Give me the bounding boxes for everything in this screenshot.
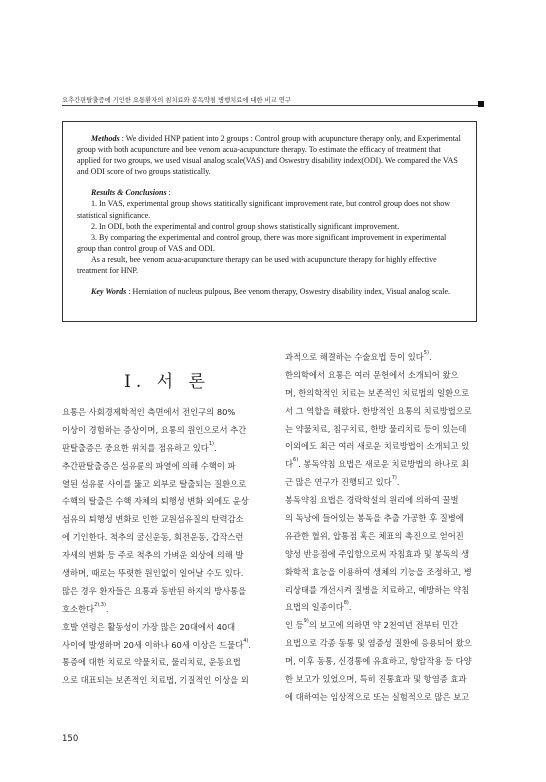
body-text-line bbox=[62, 422, 274, 440]
line-text: 열된 섬유륜 사이를 뚫고 외부로 탈출되는 질환으로 bbox=[62, 478, 247, 489]
line-text-continued: . 봉독약침 요법은 새로운 치료방법의 하나로 최 bbox=[298, 459, 469, 470]
line-text: 수핵의 탈출은 수핵 자체의 퇴행성 변화 외에도 윤상 bbox=[62, 496, 249, 507]
line-text: 는 약물치료, 침구치료, 한방 물리치료 등이 있는데 bbox=[285, 423, 467, 434]
result-line: As a result, bee venom acua-acupuncture therapy can be used with acupuncture therapy for highly effective bbox=[91, 254, 437, 264]
line-text: 에 대하여는 임상적으로 또는 실험적으로 많은 보고 bbox=[285, 691, 470, 702]
methods-label: Methods bbox=[91, 134, 120, 143]
line-text-continued: 의 보고에 의하면 약 2천여년 전부터 민간 bbox=[308, 620, 459, 631]
body-text-line bbox=[285, 689, 481, 707]
body-column-left bbox=[62, 404, 274, 690]
line-text: 리상태를 개선시켜 질병을 치료하고, 예방하는 약침 bbox=[285, 584, 470, 595]
abstract-results-heading bbox=[77, 187, 462, 198]
body-text-line bbox=[285, 671, 481, 689]
body-text-line bbox=[62, 654, 274, 672]
citation-superscript: 6) bbox=[293, 457, 299, 464]
abstract-methods bbox=[77, 133, 462, 177]
body-text-line bbox=[285, 492, 481, 510]
body-text-line bbox=[285, 599, 481, 617]
page-number: 150 bbox=[62, 734, 79, 744]
result-line: statistical significance. bbox=[77, 210, 151, 220]
line-text: 며, 한의학적인 치료는 보존적인 치료법의 일환으로 bbox=[285, 387, 470, 398]
line-text-continued: . bbox=[396, 477, 400, 488]
line-text: 다 bbox=[285, 459, 294, 470]
line-text: 생하며, 때로는 뚜렷한 원인없이 일어날 수도 있다. bbox=[62, 568, 244, 579]
result-line: 3. By comparing the experimental and control group, there was more significant improvement in experimental bbox=[91, 232, 447, 242]
line-text: 의 독낭에 들어있는 봉독을 추출 가공한 후 질병에 bbox=[285, 513, 464, 524]
body-text-line bbox=[285, 456, 481, 474]
body-text-line bbox=[285, 635, 481, 653]
line-text: 통증에 대한 치료로 약물치료, 물리치료, 운동요법 bbox=[62, 657, 241, 668]
line-text: 요통은 사회경제학적인 측면에서 전인구의 80% bbox=[62, 407, 236, 417]
line-text: 요법의 일종이다 bbox=[285, 602, 344, 613]
line-text: 한의학에서 요통은 여러 문헌에서 소개되어 왔으 bbox=[285, 369, 459, 380]
body-text-line bbox=[285, 474, 481, 492]
body-text-line bbox=[62, 493, 274, 511]
line-text: 봉독약침 요법은 경락학설의 원리에 의하여 꿀벌 bbox=[285, 495, 459, 506]
line-text: 호발 연령은 활동성이 가장 많은 20대에서 40대 bbox=[62, 621, 236, 632]
running-header: 요추간판탈출증에 기인한 요통환자의 침치료와 봉독약침 병행치료에 대한 비교 연구 bbox=[62, 97, 291, 104]
line-text: 판탈출증은 중요한 위치를 점유하고 있다 bbox=[62, 442, 209, 453]
citation-superscript: 5) bbox=[423, 350, 429, 356]
body-text-line bbox=[62, 529, 274, 547]
methods-text: : We divided HNP patient into 2 groups : Control group with acupuncture therapy only, and Experimental group with both acupuncture and bee venom acua-acupuncture therapy. To estimate the efficacy of treatment that applied for two groups, we used visual analog scale(VAS) and Oswestry disability index(ODI). We compared the VAS and ODI score of two groups statistically. bbox=[77, 134, 461, 177]
header-rule bbox=[62, 105, 478, 106]
keywords-label: Key Words bbox=[91, 287, 127, 297]
body-text-line bbox=[285, 617, 481, 635]
line-text: 으로 대표되는 보존적인 치료법, 기질적인 이상을 외 bbox=[62, 675, 249, 686]
line-text: 호소한다 bbox=[62, 603, 95, 614]
body-text-line bbox=[285, 403, 481, 421]
body-text-line bbox=[62, 440, 274, 458]
citation-superscript: 7) bbox=[391, 475, 397, 482]
body-text-line bbox=[62, 619, 274, 637]
line-text: 서 그 역할을 해왔다. 한방적인 요통의 치료방법으로 bbox=[285, 405, 472, 416]
line-text-continued: . bbox=[105, 603, 109, 614]
body-column-right bbox=[285, 349, 481, 707]
citation-superscript: 4) bbox=[243, 637, 249, 644]
body-text-line bbox=[285, 582, 481, 600]
citation-superscript: 1) bbox=[208, 440, 214, 447]
body-text-line bbox=[285, 385, 481, 403]
line-text: 양성 반응점에 주입함으로써 자침효과 및 봉독의 생 bbox=[285, 548, 470, 559]
keywords-text: : Herniation of nucleus pulpous, Bee venom therapy, Oswestry disability index, Visual analog scale. bbox=[126, 287, 451, 297]
line-text: 이상이 경험하는 증상이며, 요통의 원인으로서 추간 bbox=[62, 424, 247, 435]
line-text: 한 보고가 있었으며, 특히 진통효과 및 항염증 효과 bbox=[285, 674, 467, 685]
line-text: 사이에 발생하며 20세 이하나 60세 이상은 드물다 bbox=[62, 639, 244, 650]
line-text-continued: . bbox=[248, 639, 251, 650]
abstract-keywords bbox=[77, 286, 462, 297]
line-text-continued: . bbox=[213, 442, 217, 453]
result-line: treatment for HNP. bbox=[77, 266, 139, 276]
line-text: 근 많은 연구가 진행되고 있다 bbox=[285, 477, 392, 488]
line-text: 과적으로 해결하는 수술요법 등이 있다 bbox=[285, 352, 424, 362]
body-text-line bbox=[285, 438, 481, 456]
body-text-line bbox=[62, 583, 274, 601]
line-text: 며, 이후 동통, 신경통에 유효하고, 항암작용 등 다양 bbox=[285, 656, 472, 667]
citation-superscript: 9) bbox=[303, 618, 309, 625]
abstract-box bbox=[62, 121, 477, 322]
body-text-line bbox=[285, 653, 481, 671]
body-text-line bbox=[285, 546, 481, 564]
body-text-line bbox=[62, 404, 274, 422]
body-text-line bbox=[62, 601, 274, 619]
results-label: Results & Conclusions bbox=[91, 188, 167, 198]
line-text-continued: . bbox=[428, 352, 432, 362]
citation-superscript: 8) bbox=[343, 600, 349, 607]
body-text-line bbox=[285, 528, 481, 546]
line-text: 자세의 변화 등 주로 척추의 가벼운 외상에 의해 발 bbox=[62, 550, 244, 561]
line-text: 섬유의 퇴행성 변화로 인한 교원섬유질의 탄력감소 bbox=[62, 514, 244, 525]
body-text-line bbox=[62, 565, 274, 583]
line-text: 인 등 bbox=[285, 620, 304, 631]
body-text-line bbox=[62, 476, 274, 494]
body-text-line bbox=[285, 564, 481, 582]
body-text-line bbox=[285, 421, 481, 439]
body-text-line bbox=[62, 672, 274, 690]
line-text: 추간판탈출증은 섬유륜의 파열에 의해 수핵이 파 bbox=[62, 460, 236, 471]
line-text: 유관한 혈위, 압통점 혹은 체표의 촉진으로 얻어진 bbox=[285, 530, 464, 541]
line-text: 이외에도 최근 여러 새로운 치료방법이 소개되고 있 bbox=[285, 441, 470, 452]
line-text-continued: . bbox=[348, 602, 352, 613]
results-colon: : bbox=[166, 188, 171, 198]
line-text: 에 기인한다. 척추의 굴신운동, 회전운동, 갑작스런 bbox=[62, 532, 244, 543]
body-text-line bbox=[285, 510, 481, 528]
body-text-line bbox=[285, 349, 481, 367]
body-text-line bbox=[62, 547, 274, 565]
result-line: 1. In VAS, experimental group shows statitically significant improvement rate, but control group does not show bbox=[91, 199, 451, 209]
line-text: 요법으로 각종 동통 및 염증성 질환에 응용되어 왔으 bbox=[285, 638, 472, 649]
result-line: 2. In ODI, both the experimental and control group shows statistically significant improvement. bbox=[91, 221, 400, 231]
result-line: group than control group of VAS and ODI. bbox=[77, 243, 215, 253]
header-mark bbox=[478, 101, 484, 107]
line-text: 화학적 효능을 이용하여 생체의 기능을 조정하고, 병 bbox=[285, 566, 472, 577]
body-text-line bbox=[62, 511, 274, 529]
body-text-line bbox=[62, 637, 274, 655]
section-title: I. 서 론 bbox=[124, 372, 210, 392]
line-text: 많은 경우 환자들은 요통과 동반된 하지의 방사통을 bbox=[62, 585, 247, 596]
body-text-line bbox=[285, 367, 481, 385]
citation-superscript: 2),3) bbox=[94, 601, 106, 608]
body-text-line bbox=[62, 458, 274, 476]
